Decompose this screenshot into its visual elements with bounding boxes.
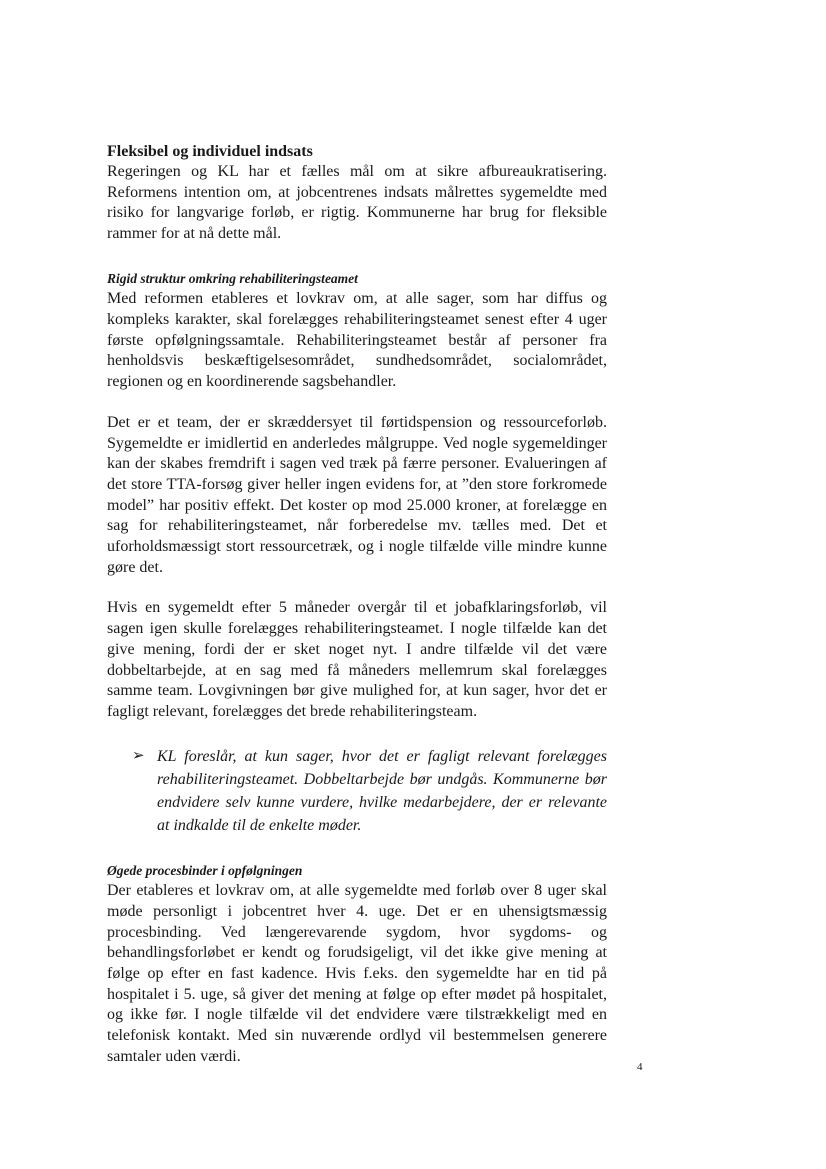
- rehab-paragraph-1: Med reformen etableres et lovkrav om, at alle sager, som har diffus og kompleks karakter, skal forelægges rehabiliteringsteamet senest efter 4 uger første opfølgningssamtale. Rehabiliteringsteamet består af personer fra henholdsvis beskæftigelsesområdet, sundhedsområdet, socialområdet, regionen og en koordinerende sagsbehandler.: [107, 290, 607, 391]
- section-heading: Fleksibel og individuel indsats: [107, 143, 313, 160]
- proposal-text: KL foreslår, at kun sager, hvor det er fagligt relevant forelægges rehabiliteringsteamet. Dobbeltarbejde bør undgås. Kommunerne bør endvidere selv kunne vurdere, hvilke medarbejdere, der er relevante at indkalde til de enkelte møder.: [157, 747, 607, 834]
- spacer: [107, 723, 607, 745]
- subheading-followup: Øgede procesbinder i opfølgningen: [107, 862, 303, 878]
- rehab-paragraph-3: Hvis en sygemeldt efter 5 måneder overgår til et jobafklaringsforløb, vil sagen igen skulle forelægges rehabiliteringsteamet. I nogle tilfælde kan det give mening, fordi der er sket noget nyt. I andre tilfælde vil det være dobbeltarbejde, at en sag med få måneders mellemrum skal forelægges samme team. Lovgivningen bør give mulighed for, at kun sager, hvor det er fagligt relevant, forelægges det brede rehabiliteringsteam.: [107, 599, 607, 720]
- arrow-bullet-icon: ➢: [132, 747, 145, 764]
- subheading-rehab: Rigid struktur omkring rehabiliteringsteamet: [107, 270, 358, 286]
- followup-paragraph: Der etableres et lovkrav om, at alle sygemeldte med forløb over 8 uger skal møde personligt i jobcentret hver 4. uge. Det er en uhensigtsmæssig procesbinding. Ved længerevarende sygdom, hvor sygdoms- og behandlingsforløbet er kendt og forudsigeligt, vil det ikke give mening at følge op efter en fast kadence. Hvis f.eks. den sygemeldte har en tid på hospitalet i 5. uge, så giver det mening at følge op efter mødet på hospitalet, og ikke før. I nogle tilfælde vil det endvidere være tilstrækkeligt med en telefonisk kontakt. Med sin nuværende ordlyd vil bestemmelsen generere samtaler uden værdi.: [107, 882, 607, 1065]
- intro-paragraph: Regeringen og KL har et fælles mål om at sikre afbureaukratisering. Reformens intention om, at jobcentrenes indsats målrettes sygemeldte med risiko for langvarige forløb, er rigtig. Kommunerne har brug for fleksible rammer for at nå dette mål.: [107, 163, 607, 243]
- document-page: [107, 141, 607, 1068]
- rehab-paragraph-2: Det er et team, der er skræddersyet til førtidspension og ressourceforløb. Sygemeldte er imidlertid en anderledes målgruppe. Ved nogle sygemeldinger kan der skabes fremdrift i sagen ved træk på færre personer. Evalueringen af det store TTA-forsøg giver heller ingen evidens for, at ”den store forkromede model” har positiv effekt. Det koster op mod 25.000 kroner, at forelægge en sag for rehabiliteringsteamet, når forberedelse mv. tælles med. Det et uforholdsmæssigt stort ressourcetræk, og i nogle tilfælde ville mindre kunne gøre det.: [107, 413, 607, 576]
- spacer: [107, 245, 607, 269]
- spacer: [107, 578, 607, 598]
- spacer: [107, 837, 607, 861]
- page-number: 4: [637, 1061, 643, 1073]
- spacer: [107, 393, 607, 413]
- proposal-bullet: [132, 745, 607, 837]
